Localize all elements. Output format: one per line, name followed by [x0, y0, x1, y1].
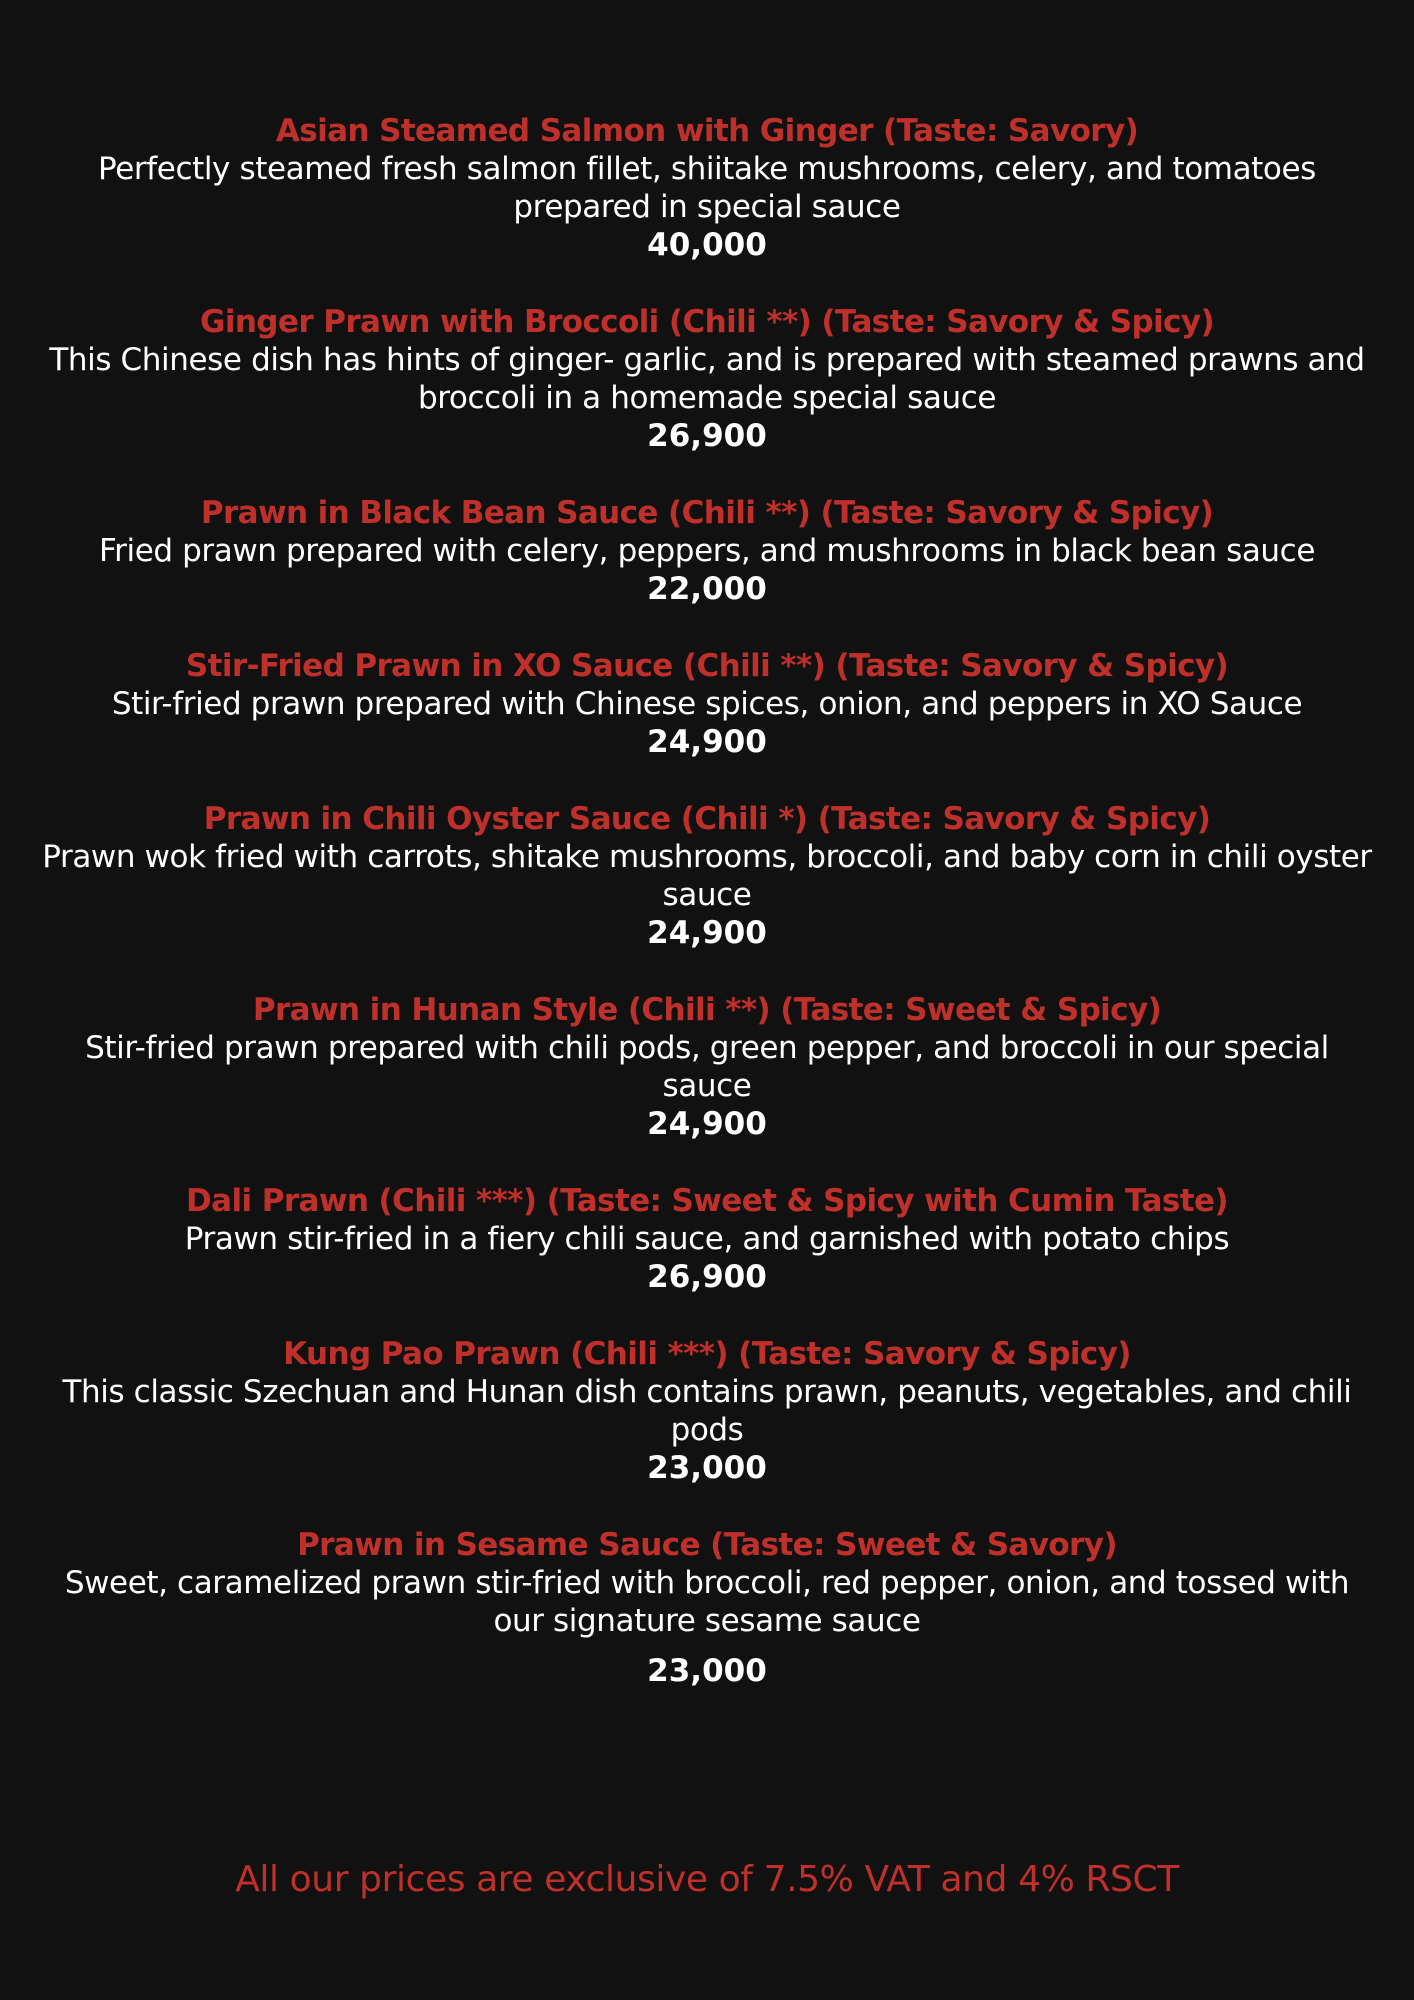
menu-list [40, 112, 1374, 1729]
menu-item-description: This Chinese dish has hints of ginger- garlic, and is prepared with steamed prawns and broccoli in a homemade special sauce [49, 342, 1365, 416]
menu-item-ginger-prawn-broccoli [40, 303, 1374, 455]
menu-item-description: Stir-fried prawn prepared with Chinese spices, onion, and peppers in XO Sauce [111, 686, 1303, 722]
menu-item-asian-steamed-salmon [40, 112, 1374, 264]
menu-item-price: 23,000 [647, 1653, 767, 1689]
menu-item-title: Ginger Prawn with Broccoli (Chili **) (Taste: Savory & Spicy) [199, 304, 1215, 340]
price-disclaimer: All our prices are exclusive of 7.5% VAT and 4% RSCT [235, 1859, 1179, 1900]
menu-item-price: 22,000 [647, 571, 767, 607]
menu-item-title: Dali Prawn (Chili ***) (Taste: Sweet & Spicy with Cumin Taste) [186, 1183, 1228, 1219]
menu-item-prawn-black-bean [40, 494, 1374, 608]
menu-item-description: Prawn stir-fried in a fiery chili sauce, and garnished with potato chips [184, 1221, 1230, 1257]
menu-item-price: 23,000 [647, 1450, 767, 1486]
menu-item-dali-prawn [40, 1182, 1374, 1296]
menu-item-prawn-sesame-sauce [40, 1526, 1374, 1690]
menu-item-price: 24,900 [647, 724, 767, 760]
menu-item-description: Sweet, caramelized prawn stir-fried with broccoli, red pepper, onion, and tossed with our signature sesame sauce [64, 1565, 1350, 1639]
menu-item-price: 26,900 [647, 418, 767, 454]
menu-item-title: Prawn in Chili Oyster Sauce (Chili *) (Taste: Savory & Spicy) [203, 801, 1211, 837]
menu-item-kung-pao-prawn [40, 1335, 1374, 1487]
menu-item-description: Fried prawn prepared with celery, peppers, and mushrooms in black bean sauce [98, 533, 1315, 569]
menu-item-description: Perfectly steamed fresh salmon fillet, shiitake mushrooms, celery, and tomatoes prepared in special sauce [98, 151, 1316, 225]
menu-item-price: 24,900 [647, 1106, 767, 1142]
menu-item-title: Prawn in Sesame Sauce (Taste: Sweet & Savory) [297, 1527, 1117, 1563]
menu-item-title: Prawn in Hunan Style (Chili **) (Taste: Sweet & Spicy) [252, 992, 1162, 1028]
menu-item-price: 24,900 [647, 915, 767, 951]
menu-item-title: Kung Pao Prawn (Chili ***) (Taste: Savory & Spicy) [283, 1336, 1131, 1372]
menu-item-prawn-chili-oyster [40, 800, 1374, 952]
menu-item-stir-fried-prawn-xo [40, 647, 1374, 761]
menu-item-title: Asian Steamed Salmon with Ginger (Taste: Savory) [275, 113, 1139, 149]
menu-item-title: Prawn in Black Bean Sauce (Chili **) (Taste: Savory & Spicy) [200, 495, 1214, 531]
menu-item-description: Prawn wok fried with carrots, shitake mushrooms, broccoli, and baby corn in chili oyster sauce [42, 839, 1372, 913]
menu-item-price: 26,900 [647, 1259, 767, 1295]
menu-item-prawn-hunan-style [40, 991, 1374, 1143]
menu-item-price: 40,000 [647, 227, 767, 263]
menu-item-title: Stir-Fried Prawn in XO Sauce (Chili **) (Taste: Savory & Spicy) [185, 648, 1229, 684]
menu-item-description: This classic Szechuan and Hunan dish contains prawn, peanuts, vegetables, and chili pods [62, 1374, 1352, 1448]
menu-item-description: Stir-fried prawn prepared with chili pods, green pepper, and broccoli in our special sauce [85, 1030, 1329, 1104]
